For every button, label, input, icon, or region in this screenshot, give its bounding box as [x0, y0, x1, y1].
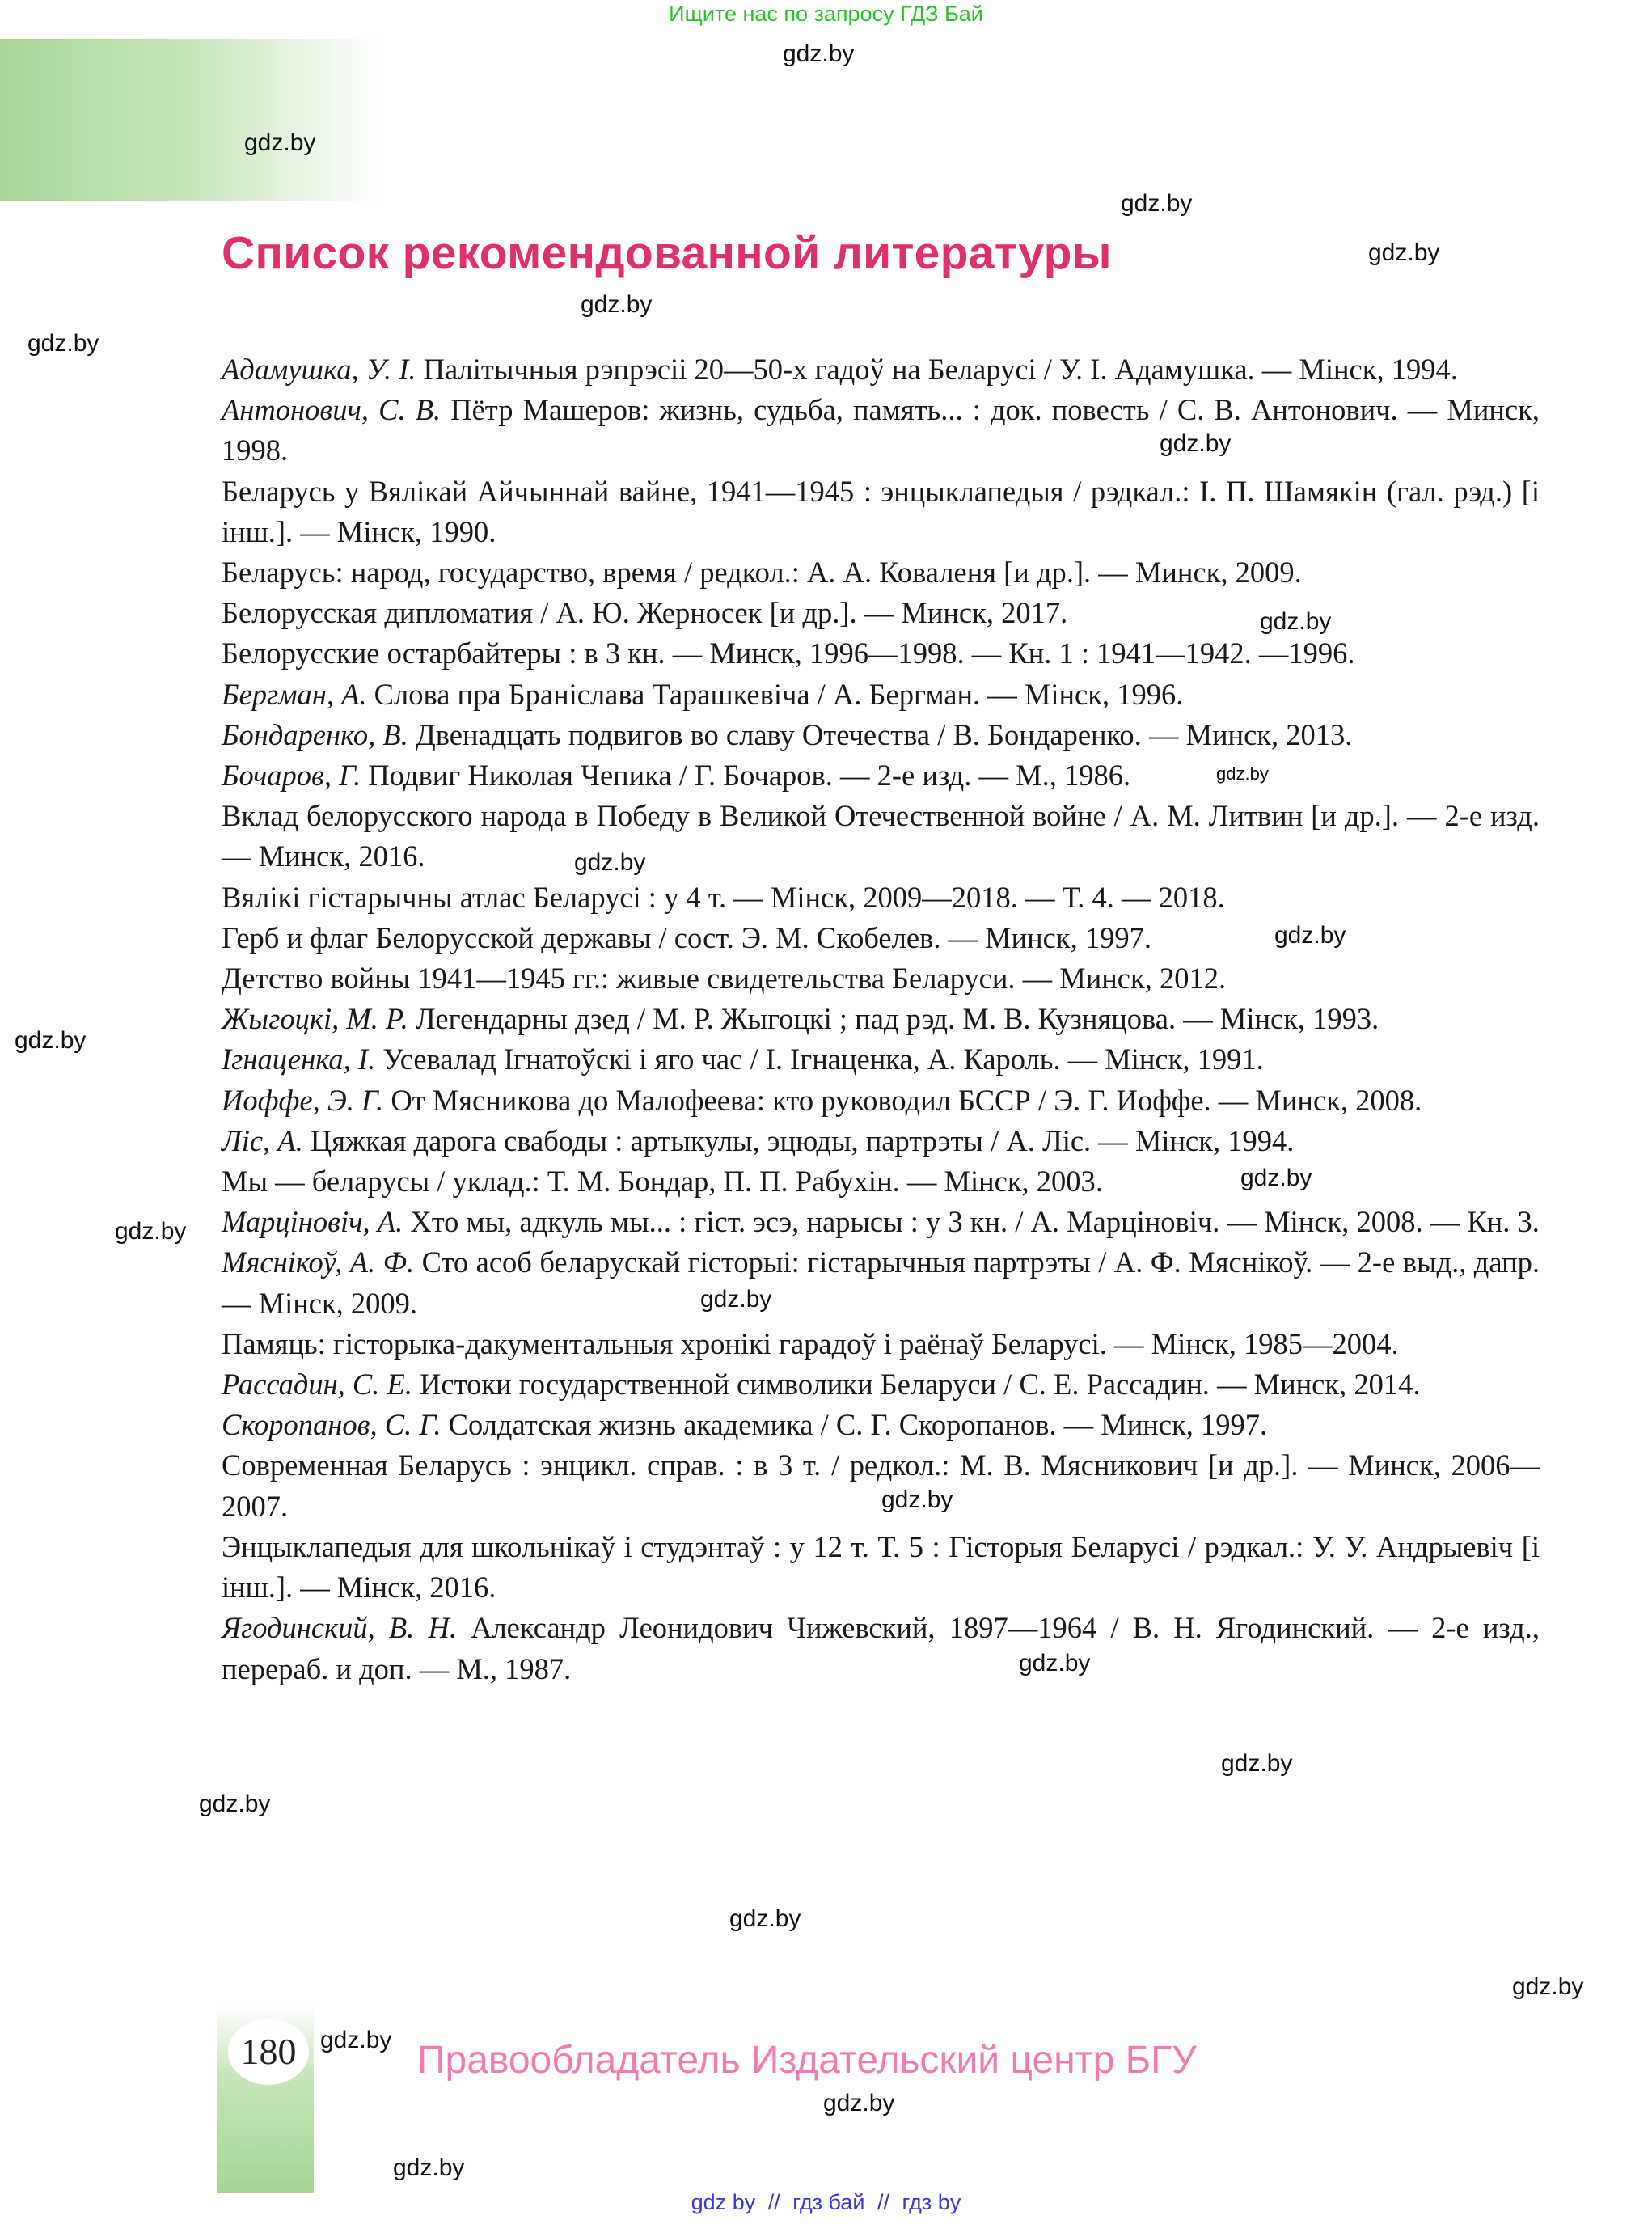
copyright-notice: Правообладатель Издательский центр БГУ: [417, 2039, 1197, 2082]
reference-text: Солдатская жизнь академика / С. Г. Скоропанов. — Минск, 1997.: [441, 1408, 1268, 1442]
watermark-text: gdz.by: [783, 40, 855, 67]
watermark-text: gdz.by: [1368, 239, 1440, 266]
reference-author: Антонович, С. В.: [222, 393, 442, 427]
watermark-text: gdz.by: [1019, 1650, 1091, 1676]
reference-text: Пётр Машеров: жизнь, судьба, память... : док. повесть / С. В. Антонович. — Минск, 1998.: [222, 393, 1540, 467]
reference-text: От Мясникова до Малофеева: кто руководил БССР / Э. Г. Иоффе. — Минск, 2008.: [383, 1083, 1422, 1117]
reference-text: Хто мы, адкуль мы... : гіст. эсэ, нарысы : у 3 кн. / А. Марціновіч. — Мінск, 2008. — Кн. 3.: [403, 1205, 1540, 1239]
reference-author: Ліс, А.: [222, 1123, 303, 1157]
reference-text: Палітычныя рэпрэсіі 20—50-х гадоў на Беларусі / У. І. Адамушка. — Мінск, 1994.: [416, 353, 1458, 386]
watermark-text: gdz.by: [881, 1486, 953, 1513]
watermark-text: gdz.by: [729, 1905, 801, 1932]
reference-item: [222, 349, 1540, 390]
watermark-text: gdz.by: [1274, 922, 1346, 949]
reference-text: Подвиг Николая Чепика / Г. Бочаров. — 2-е изд. — М., 1986.: [361, 759, 1131, 793]
watermark-text: gdz.by: [27, 330, 99, 357]
reference-text: Легендарны дзед / М. Р. Жыгоцкі ; пад рэд. М. В. Кузняцова. — Мінск, 1993.: [408, 1002, 1379, 1036]
watermark-text: gdz.by: [1260, 608, 1332, 635]
watermark-text: gdz.by: [320, 2027, 392, 2053]
link-separator: //: [767, 2190, 780, 2214]
reference-item: [222, 552, 1540, 593]
reference-text: Памяць: гісторыка-дакументальныя хронікі гарадоў і раёнаў Беларусі. — Мінск, 1985—2004.: [222, 1326, 1399, 1360]
reference-author: Рассадин, С. Е.: [222, 1368, 412, 1402]
reference-text: Детство войны 1941—1945 гг.: живые свидетельства Беларуси. — Минск, 2012.: [222, 962, 1227, 996]
page-title: Список рекомендованной литературы: [222, 227, 1112, 279]
reference-author: Жыгоцкі, М. Р.: [222, 1002, 408, 1036]
watermark-text: gdz.by: [700, 1286, 772, 1313]
reference-item: [222, 1121, 1540, 1161]
reference-author: Бергман, А.: [222, 677, 367, 711]
reference-text: Цяжкая дарога свабоды : артыкулы, эцюды, партрэты / А. Ліс. — Мінск, 1994.: [302, 1123, 1295, 1157]
watermark-text: gdz.by: [1240, 1165, 1312, 1191]
reference-text: Герб и флаг Белорусской державы / сост. Э. М. Скобелев. — Минск, 1997.: [222, 920, 1151, 954]
reference-text: Сто асоб беларускай гісторыі: гістарычныя партрэты / А. Ф. Мяснікоў. — 2-е выд., дапр. — Мінск, 2009.: [222, 1245, 1540, 1320]
reference-text: Современная Беларусь : энцикл. справ. : в 3 т. / редкол.: М. В. Мясникович [и др.]. — Минск, 2006—2007.: [222, 1448, 1540, 1523]
link-gdz-by[interactable]: gdz by: [691, 2190, 756, 2214]
reference-author: Ягодинский, В. Н.: [222, 1611, 457, 1645]
reference-author: Иоффе, Э. Г.: [222, 1083, 384, 1117]
reference-text: Усевалад Ігнатоўскі і яго час / І. Ігнаценка, А. Кароль. — Мінск, 1991.: [375, 1042, 1264, 1076]
reference-text: Вклад белорусского народа в Победу в Великой Отечественной войне / А. М. Литвин [и др.]. — 2-е изд. — Минск, 2016.: [222, 799, 1540, 873]
reference-item: [222, 1161, 1540, 1202]
reference-item: [222, 715, 1540, 755]
watermark-text: gdz.by: [1512, 1973, 1584, 2000]
watermark-text: gdz.by: [574, 849, 646, 876]
link-gdz-bai[interactable]: гдз бай: [792, 2190, 865, 2214]
watermark-text: gdz.by: [1221, 1750, 1293, 1777]
reference-item: [222, 1527, 1540, 1608]
reference-item: [222, 471, 1540, 552]
reference-author: Бочаров, Г.: [222, 759, 361, 793]
reference-text: Белорусские остарбайтеры : в 3 кн. — Минск, 1996—1998. — Кн. 1 : 1941—1942. —1996.: [222, 636, 1355, 670]
watermark-text: gdz.by: [581, 291, 653, 318]
watermark-text: gdz.by: [199, 1791, 271, 1817]
reference-text: Слова пра Браніслава Тарашкевіча / А. Бергман. — Мінск, 1996.: [366, 677, 1184, 711]
reference-author: Мяснікоў, А. Ф.: [222, 1245, 415, 1279]
reference-item: [222, 1324, 1540, 1364]
watermark-text: gdz.by: [1121, 190, 1193, 217]
page-number: 180: [228, 2019, 309, 2085]
reference-text: Вялікі гістарычны атлас Беларусі : у 4 т. — Мінск, 2009—2018. — Т. 4. — 2018.: [222, 880, 1225, 914]
reference-author: Ігнаценка, І.: [222, 1042, 376, 1076]
reference-item: [222, 1242, 1540, 1323]
reference-item: [222, 633, 1540, 674]
reference-item: [222, 390, 1540, 471]
reference-item: [222, 1080, 1540, 1121]
reference-item: [222, 755, 1540, 796]
reference-text: Александр Леонидович Чижевский, 1897—1964 / В. Н. Ягодинский. — 2-е изд., перераб. и доп. — М., 1987.: [222, 1611, 1540, 1685]
reference-text: Истоки государственной символики Беларуси / С. Е. Рассадин. — Минск, 2014.: [412, 1368, 1421, 1402]
reference-text: Двенадцать подвигов во славу Отечества / В. Бондаренко. — Минск, 2013.: [408, 717, 1353, 751]
reference-item: [222, 958, 1540, 999]
watermark-text: gdz.by: [15, 1027, 87, 1054]
watermark-text: gdz.by: [1160, 430, 1232, 457]
reference-author: Скоропанов, С. Г.: [222, 1408, 442, 1442]
reference-item: [222, 1405, 1540, 1445]
reference-item: [222, 1608, 1540, 1689]
watermark-text: gdz.by: [1216, 763, 1269, 784]
reference-item: [222, 593, 1540, 633]
reference-text: Белорусская дипломатия / А. Ю. Жерносек [и др.]. — Минск, 2017.: [222, 596, 1068, 630]
reference-item: [222, 674, 1540, 715]
reference-text: Беларусь у Вялікай Айчыннай вайне, 1941—1945 : энцыклапедыя / рэдкал.: І. П. Шамякін (гал. рэд.) [і інш.]. — Мінск, 1990.: [222, 474, 1540, 548]
watermark-text: gdz.by: [823, 2090, 895, 2116]
link-separator: //: [877, 2190, 890, 2214]
search-banner[interactable]: Ищите нас по запросу ГДЗ Бай: [669, 2, 983, 26]
reference-author: Бондаренко, В.: [222, 717, 408, 751]
reference-text: Мы — беларусы / уклад.: Т. М. Бондар, П. П. Рабухін. — Мінск, 2003.: [222, 1165, 1103, 1199]
reference-item: [222, 1039, 1540, 1080]
link-gdz-by-cyr[interactable]: гдз by: [902, 2190, 961, 2214]
reference-text: Энцыклапедыя для школьнікаў і студэнтаў : у 12 т. Т. 5 : Гісторыя Беларусі / рэдкал.: У. У. Андрыевіч [і інш.]. — Мінск, 2016.: [222, 1529, 1540, 1605]
watermark-text: gdz.by: [244, 129, 316, 156]
reference-list: [222, 349, 1540, 1689]
reference-item: [222, 1202, 1540, 1242]
bottom-links: [0, 2190, 1652, 2215]
reference-item: [222, 999, 1540, 1039]
reference-item: [222, 1445, 1540, 1526]
watermark-text: gdz.by: [393, 2154, 465, 2181]
header-decoration-band: [0, 39, 380, 201]
reference-text: Беларусь: народ, государство, время / редкол.: А. А. Коваленя [и др.]. — Минск, 2009.: [222, 556, 1302, 590]
reference-author: Марціновіч, А.: [222, 1205, 403, 1239]
reference-item: [222, 877, 1540, 918]
reference-author: Адамушка, У. І.: [222, 353, 416, 386]
watermark-text: gdz.by: [115, 1218, 187, 1245]
reference-item: [222, 1364, 1540, 1405]
reference-item: [222, 796, 1540, 877]
